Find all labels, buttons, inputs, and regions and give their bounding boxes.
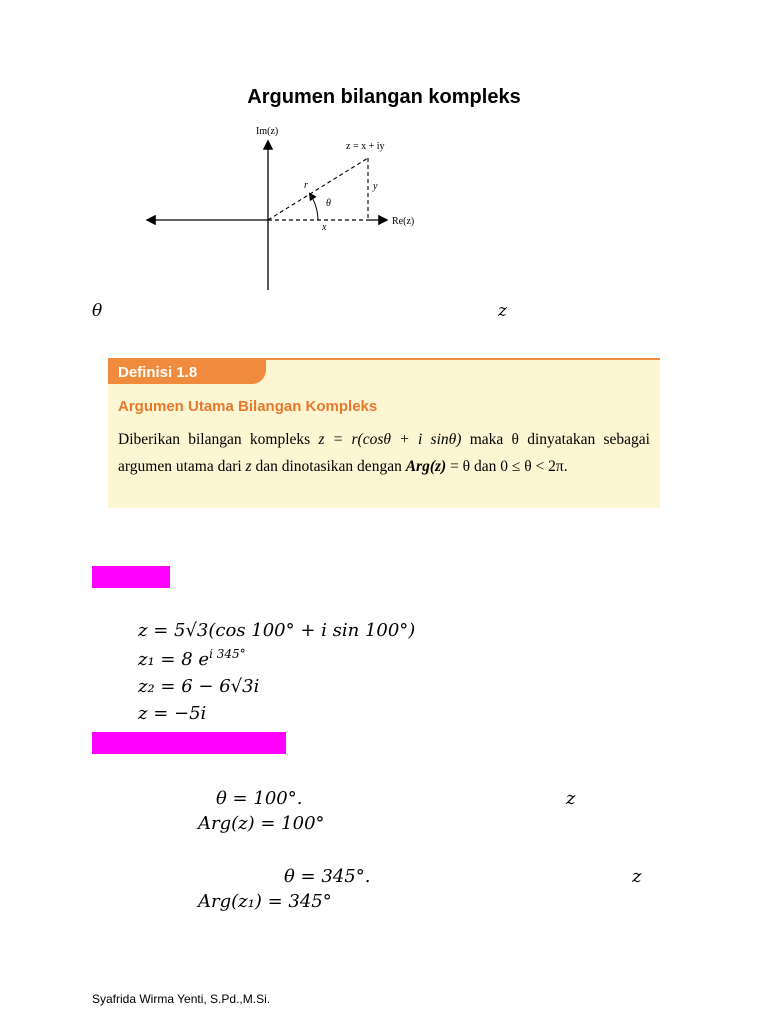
complex-plane-diagram (140, 120, 440, 300)
theta-symbol: θ (92, 301, 103, 321)
solution-line-1-z: z (566, 788, 576, 809)
definition-subtitle: Argumen Utama Bilangan Kompleks (118, 398, 378, 415)
definition-formula: z = r(cosθ + i sinθ) (318, 431, 462, 448)
page-title: Argumen bilangan kompleks (247, 86, 521, 108)
re-label: Re(z) (392, 216, 415, 227)
y-label: y (373, 181, 378, 192)
z-symbol: z (498, 301, 507, 321)
solution-line-4: Arg(z₁) = 345° (198, 891, 332, 912)
definition-arg: Arg(z) (405, 458, 447, 475)
equation-2: z₁ = 8 $e^{i 345^\circ}$ (138, 647, 246, 670)
definition-box (108, 358, 660, 508)
modulus-line (268, 158, 368, 220)
solution-line-3-z: z (632, 866, 642, 887)
equation-4: z = −5i (138, 703, 207, 724)
r-label: r (304, 180, 308, 191)
equation-1: z = 5√3(cos 100° + i sin 100°) (138, 620, 416, 641)
footer-author: Syafrida Wirma Yenti, S.Pd.,M.Si. (92, 992, 271, 1006)
angle-arc (310, 194, 318, 220)
definition-text: Diberikan bilangan kompleks z = r(cosθ + i sinθ) maka θ dinyatakan sebagai argumen utama dari z dan dinotasikan dengan Arg(z) = θ dan 0 ≤ θ < 2π. (118, 431, 650, 475)
solution-line-1: θ = 100°. (216, 788, 303, 809)
solution-line-2: Arg(z) = 100° (198, 813, 325, 834)
definition-tab: Definisi 1.8 (108, 360, 266, 384)
equation-3: z₂ = 6 − 6√3i (138, 676, 260, 697)
highlight-bar-exercise (92, 566, 170, 588)
point-label: z = x + iy (346, 141, 385, 152)
theta-label: θ (326, 198, 331, 209)
im-label: Im(z) (256, 126, 279, 137)
x-label: x (322, 222, 327, 233)
solution-line-3: θ = 345°. (284, 866, 371, 887)
highlight-bar-solution (92, 732, 286, 754)
